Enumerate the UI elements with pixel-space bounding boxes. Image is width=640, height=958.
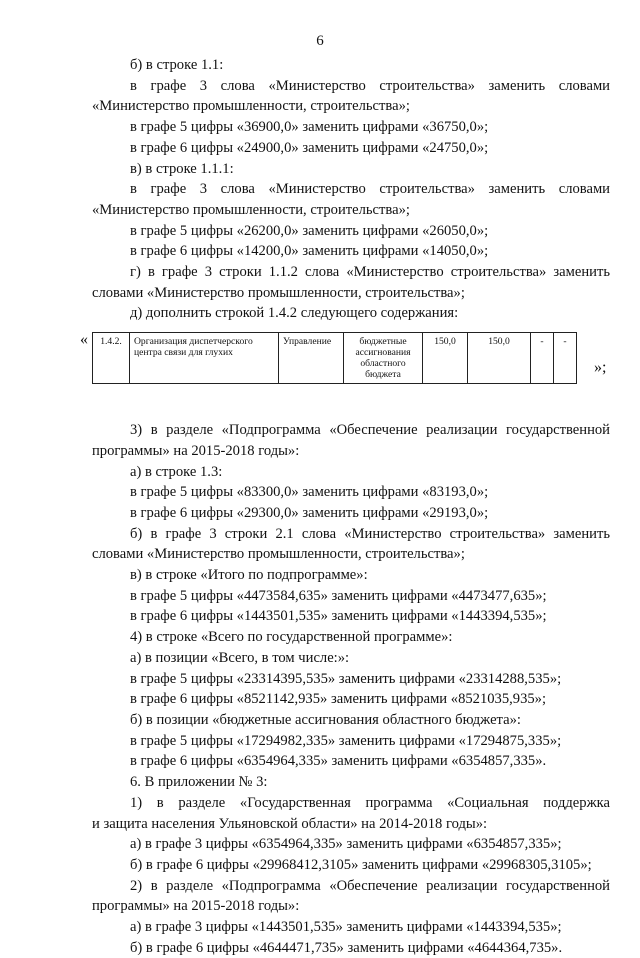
paragraph-line: а) в графе 3 цифры «6354964,335» заменить цифрами «6354857,335»; xyxy=(130,836,562,853)
row-number-cell: 1.4.2. xyxy=(93,333,130,384)
inserted-row-table xyxy=(92,332,577,384)
row-value-year-cell: 150,0 xyxy=(468,333,531,384)
open-quote: « xyxy=(80,331,88,349)
paragraph-line: а) в строке 1.3: xyxy=(130,463,223,480)
paragraph-line: программы» на 2015-2018 годы»: xyxy=(92,898,300,915)
paragraph-line: б) в строке 1.1: xyxy=(130,57,224,73)
paragraph-line: а) в позиции «Всего, в том числе:»: xyxy=(130,649,350,666)
paragraph-line: б) в графе 6 цифры «29968412,3105» заменить цифрами «29968305,3105»; xyxy=(130,856,592,873)
paragraph-line: в графе 5 цифры «83300,0» заменить цифрами «83193,0»; xyxy=(130,484,489,501)
row-name-cell: Организация диспетчерского центра связи для глухих xyxy=(130,333,279,384)
paragraph-line: в графе 5 цифры «26200,0» заменить цифрами «26050,0»; xyxy=(130,222,489,239)
inserted-table-block xyxy=(80,328,610,412)
paragraph-line: б) в позиции «бюджетные ассигнования областного бюджета»: xyxy=(130,711,521,728)
paragraph-line: г) в графе 3 строки 1.1.2 слова «Министерство строительства» заменить xyxy=(130,264,610,281)
paragraph-line: в графе 6 цифры «8521142,935» заменить цифрами «8521035,935»; xyxy=(130,691,547,708)
paragraph-line: в) в строке «Итого по подпрограмме»: xyxy=(130,567,368,584)
paragraph-line: «Министерство промышленности, строительства»; xyxy=(92,201,410,218)
paragraph-line: в графе 5 цифры «17294982,335» заменить цифрами «17294875,335»; xyxy=(130,732,562,749)
paragraph-line: 6. В приложении № 3: xyxy=(130,774,268,791)
paragraph-line: в графе 3 слова «Министерство строительства» заменить словами xyxy=(130,181,610,198)
paragraph-line: в графе 6 цифры «14200,0» заменить цифрами «14050,0»; xyxy=(130,243,489,260)
paragraph-line: в графе 6 цифры «1443501,535» заменить цифрами «1443394,535»; xyxy=(130,608,547,625)
document-body xyxy=(80,55,610,958)
paragraph-line: словами «Министерство промышленности, строительства»; xyxy=(92,546,465,563)
paragraph-line: в графе 3 слова «Министерство строительства» заменить словами xyxy=(130,77,610,94)
paragraph-line: в графе 5 цифры «36900,0» заменить цифрами «36750,0»; xyxy=(130,119,489,136)
paragraph-line: б) в графе 3 строки 2.1 слова «Министерство строительства» заменить xyxy=(130,525,610,542)
paragraph-line: «Министерство промышленности, строительства»; xyxy=(92,98,410,115)
paragraph-line: в графе 5 цифры «4473584,635» заменить цифрами «4473477,635»; xyxy=(130,587,547,604)
paragraph-line: 1) в разделе «Государственная программа «Социальная поддержка xyxy=(130,794,610,811)
paragraph-line: 2) в разделе «Подпрограмма «Обеспечение реализации государственной xyxy=(130,877,610,894)
paragraph-line: в графе 5 цифры «23314395,535» заменить цифрами «23314288,535»; xyxy=(130,670,562,687)
paragraph-line: а) в графе 3 цифры «1443501,535» заменить цифрами «1443394,535»; xyxy=(130,919,562,936)
row-value-total-cell: 150,0 xyxy=(423,333,468,384)
paragraph-line: словами «Министерство промышленности, строительства»; xyxy=(92,284,465,301)
paragraph-line: программы» на 2015-2018 годы»: xyxy=(92,442,300,459)
table-row xyxy=(93,333,577,384)
paragraph-line: в графе 6 цифры «24900,0» заменить цифрами «24750,0»; xyxy=(130,139,489,156)
paragraph-line: в) в строке 1.1.1: xyxy=(130,160,234,177)
row-source-cell: бюджетные ассигнования областного бюджета xyxy=(344,333,423,384)
paragraph-line: б) в графе 6 цифры «4644471,735» заменить цифрами «4644364,735». xyxy=(130,939,563,956)
paragraph-line: д) дополнить строкой 1.4.2 следующего содержания: xyxy=(130,305,459,322)
paragraph-line: 3) в разделе «Подпрограмма «Обеспечение реализации государственной xyxy=(130,422,610,439)
close-quote: »; xyxy=(594,359,607,377)
row-executor-cell: Управление xyxy=(279,333,344,384)
paragraph-line: 4) в строке «Всего по государственной программе»: xyxy=(130,629,453,646)
paragraph-line: в графе 6 цифры «29300,0» заменить цифрами «29193,0»; xyxy=(130,504,489,521)
page-number: 6 xyxy=(316,33,324,49)
paragraph-line: и защита населения Ульяновской области» на 2014-2018 годы»: xyxy=(92,815,488,832)
row-empty-cell: - xyxy=(531,333,554,384)
paragraph-line: в графе 6 цифры «6354964,335» заменить цифрами «6354857,335». xyxy=(130,753,547,770)
row-empty-cell: - xyxy=(554,333,577,384)
